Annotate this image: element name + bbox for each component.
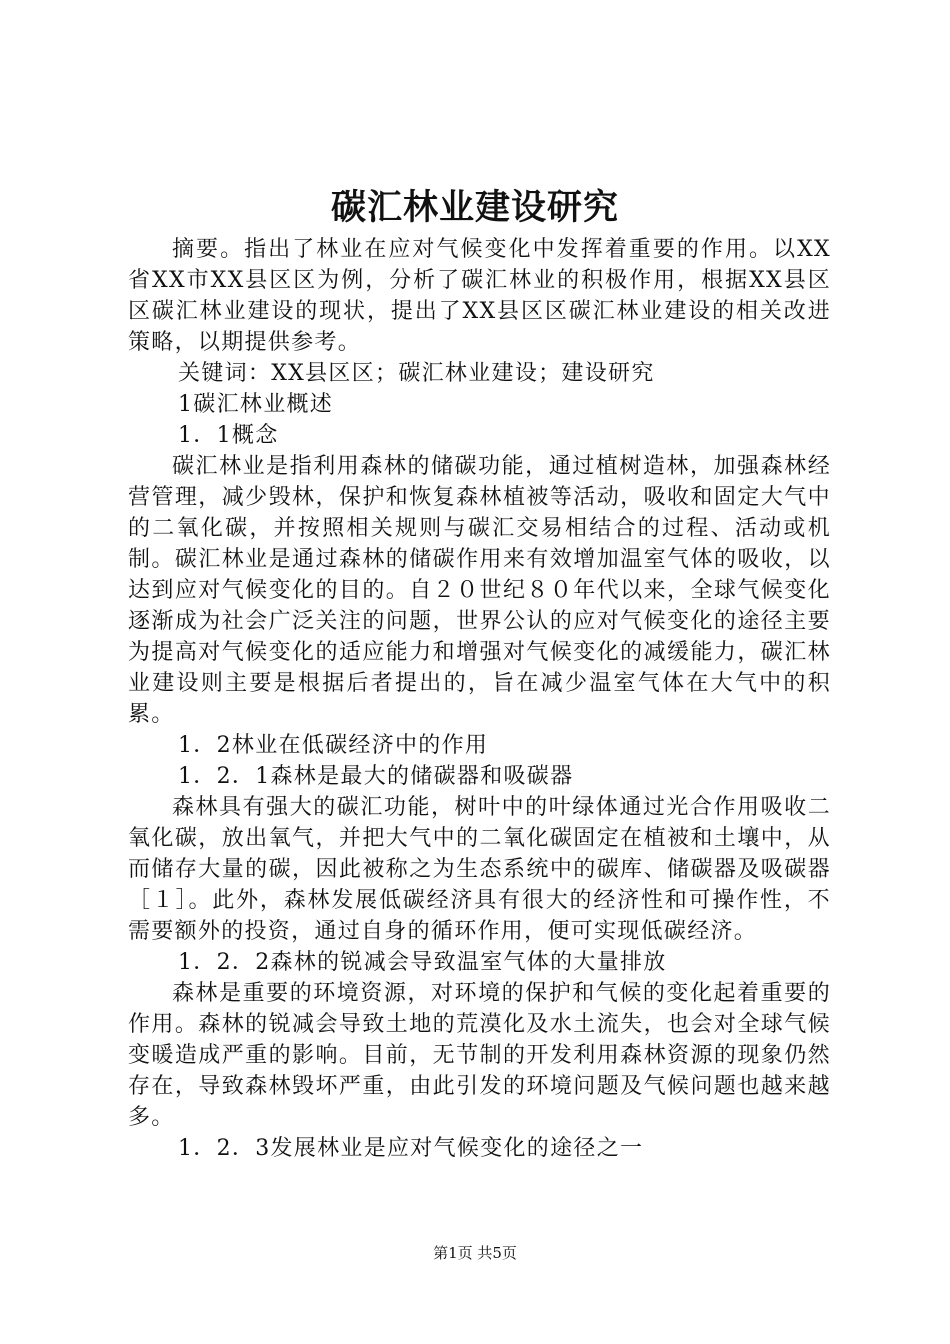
section-heading-1: 1碳汇林业概述 (178, 392, 334, 417)
subsection-heading-1-2-1: 1．2．1森林是最大的储碳器和吸碳器 (178, 764, 574, 789)
subsection-heading-1-1: 1．1概念 (178, 423, 279, 448)
body-paragraph-concept: 碳汇林业是指利用森林的储碳功能，通过植树造林，加强森林经营管理，减少毁林，保护和恢复森林植被等活动，吸收和固定大气中的二氧化碳，并按照相关规则与碳汇交易相结合的过程、活动或机制。碳汇林业是通过森林的储碳作用来有效增加温室气体的吸收，以达到应对气候变化的目的。自２０世纪８０年代以来，全球气候变化逐渐成为社会广泛关注的问题，世界公认的应对气候变化的途径主要为提高对气候变化的适应能力和增强对气候变化的减缓能力，碳汇林业建设则主要是根据后者提出的，旨在减少温室气体在大气中的积累。 (128, 454, 831, 727)
abstract-paragraph: 摘要。指出了林业在应对气候变化中发挥着重要的作用。以XX省XX市XX县区区为例，分析了碳汇林业的积极作用，根据XX县区区碳汇林业建设的现状，提出了XX县区区碳汇林业建设的相关改进策略，以期提供参考。 (128, 237, 831, 355)
subsection-heading-1-2-3: 1．2．3发展林业是应对气候变化的途径之一 (178, 1136, 644, 1161)
keywords-line: 关键词：XX县区区；碳汇林业建设；建设研究 (178, 361, 655, 386)
page-footer: 第1页 共5页 (433, 1244, 517, 1262)
subsection-heading-1-2-2: 1．2．2森林的锐减会导致温室气体的大量排放 (178, 950, 667, 975)
document-body (128, 234, 831, 1164)
body-paragraph-deforestation: 森林是重要的环境资源，对环境的保护和气候的变化起着重要的作用。森林的锐减会导致土地的荒漠化及水土流失，也会对全球气候变暖造成严重的影响。目前，无节制的开发利用森林资源的现象仍然存在，导致森林毁坏严重，由此引发的环境问题及气候问题也越来越多。 (128, 981, 831, 1130)
document-title: 碳汇林业建设研究 (330, 187, 619, 228)
body-paragraph-carbon-sink: 森林具有强大的碳汇功能，树叶中的叶绿体通过光合作用吸收二氧化碳，放出氧气，并把大气中的二氧化碳固定在植被和土壤中，从而储存大量的碳，因此被称之为生态系统中的碳库、储碳器及吸碳器［１］。此外，森林发展低碳经济具有很大的经济性和可操作性，不需要额外的投资，通过自身的循环作用，便可实现低碳经济。 (128, 795, 831, 944)
subsection-heading-1-2: 1．2林业在低碳经济中的作用 (178, 733, 489, 758)
